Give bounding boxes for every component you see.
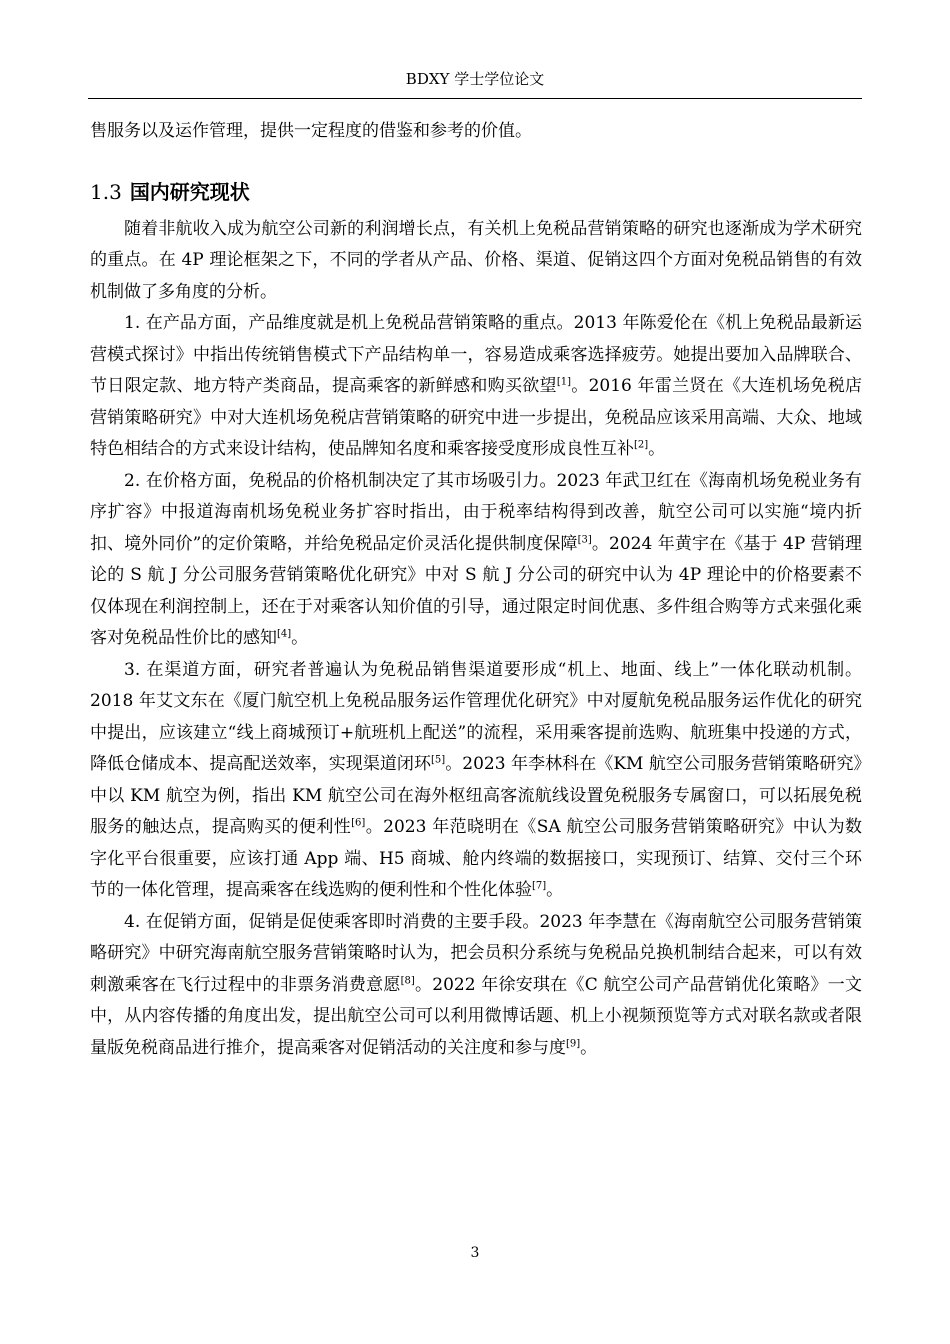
citation-5: [5] — [431, 754, 446, 766]
header-rule — [88, 98, 862, 99]
paragraph-text: 。 — [291, 628, 309, 648]
citation-7: [7] — [532, 880, 547, 892]
paragraph-text: 。 — [546, 880, 564, 900]
citation-2: [2] — [634, 439, 649, 451]
paragraph-text: 。2022 年徐安琪在《C 航空公司产品营销优化策略》一文中，从内容传播的角度出发，提出航空公司可以利用微博话题、机上小视频预览等方式对联名款或者限量版免税商品进行推介，提高乘客对促销活动的关注度和参与度 — [90, 974, 863, 1058]
paragraph-text: 2. 在价格方面，免税品的价格机制决定了其市场吸引力。2023 年武卫红在《海南机场免税业务有序扩容》中报道海南机场免税业务扩容时指出，由于税率结构得到改善，航空公司可以实施“境内折扣、境外同价”的定价策略，并给免税品定价灵活化提供制度保障 — [90, 470, 862, 554]
paragraph-text: 。2023 年李林科在《KM 航空公司服务营销策略研究》中以 KM 航空为例，指出 KM 航空公司在海外枢纽高客流航线设置免税服务专属窗口，可以拓展免税服务的触达点，提高购买的便利性 — [90, 754, 863, 837]
paragraph-text: 1. 在产品方面，产品维度就是机上免税品营销策略的重点。2013 年陈爱伦在《机上免税品最新运营模式探讨》中指出传统销售模式下产品结构单一，容易造成乘客选择疲劳。她提出要加入品牌联合、节日限定款、地方特产类商品，提高乘客的新鲜感和购买欲望 — [90, 313, 862, 396]
intro-continuation: 售服务以及运作管理，提供一定程度的借鉴和参考的价值。 — [90, 121, 532, 141]
paragraph-text: 。2016 年雷兰贤在《大连机场免税店营销策略研究》中对大连机场免税店营销策略的研究中进一步提出，免税品应该采用高端、大众、地域特色相结合的方式来设计结构，使品牌知名度和乘客接受度形成良性互补 — [90, 376, 863, 459]
citation-3: [3] — [577, 533, 592, 545]
paragraph-text: 3. 在渠道方面，研究者普遍认为免税品销售渠道要形成“机上、地面、线上”一体化联动机制。2018 年艾文东在《厦门航空机上免税品服务运作管理优化研究》中对厦航免税品服务运作优化的研究中提出，应该建立“线上商城预订+航班机上配送”的流程，采用乘客提前选购、航班集中投递的方式，降低仓储成本、提高配送效率，实现渠道闭环 — [90, 659, 862, 774]
paragraph-price — [90, 466, 862, 655]
page-content — [90, 116, 862, 1064]
paragraph-product — [90, 308, 862, 466]
running-header: BDXY 学士学位论文 — [405, 70, 545, 88]
citation-6: [6] — [351, 817, 366, 829]
paragraph-text: 4. 在促销方面，促销是促使乘客即时消费的主要手段。2023 年李慧在《海南航空公司服务营销策略研究》中研究海南航空服务营销策略时认为，把会员积分系统与免税品兑换机制结合起来，可以有效刺激乘客在飞行过程中的非票务消费意愿 — [90, 911, 862, 995]
section-title: 国内研究现状 — [129, 179, 250, 204]
paragraph-promotion — [90, 907, 862, 1065]
paragraph-text: 。2023 年范晓明在《SA 航空公司服务营销策略研究》中认为数字化平台很重要，应该打通 App 端、H5 商城、舱内终端的数据接口，实现预订、结算、交付三个环节的一体化管理，提高乘客在线选购的便利性和个性化体验 — [90, 817, 862, 900]
paragraph-text: 随着非航收入成为航空公司新的利润增长点，有关机上免税品营销策略的研究也逐渐成为学术研究的重点。在 4P 理论框架之下，不同的学者从产品、价格、渠道、促销这四个方面对免税品销售的有效机制做了多角度的分析。 — [90, 218, 862, 302]
citation-8: [8] — [400, 974, 415, 986]
section-heading — [90, 178, 862, 206]
paragraph-text: 。 — [648, 439, 666, 459]
citation-1: [1] — [556, 376, 571, 388]
paragraph-overview — [90, 214, 862, 309]
citation-9: [9] — [566, 1037, 581, 1049]
page-number: 3 — [470, 1245, 480, 1261]
citation-4: [4] — [277, 628, 292, 640]
paragraph-channel — [90, 655, 862, 907]
paragraph-text: 。 — [580, 1037, 598, 1058]
paragraph-text: 。2024 年黄宇在《基于 4P 营销理论的 S 航 J 分公司服务营销策略优化研究》中对 S 航 J 分公司的研究中认为 4P 理论中的价格要素不仅体现在利润控制上，还在于对乘客认知价值的引导，通过限定时间优惠、多件组合购等方式来强化乘客对免税品性价比的感知 — [90, 533, 862, 648]
section-number: 1.3 — [90, 179, 122, 204]
